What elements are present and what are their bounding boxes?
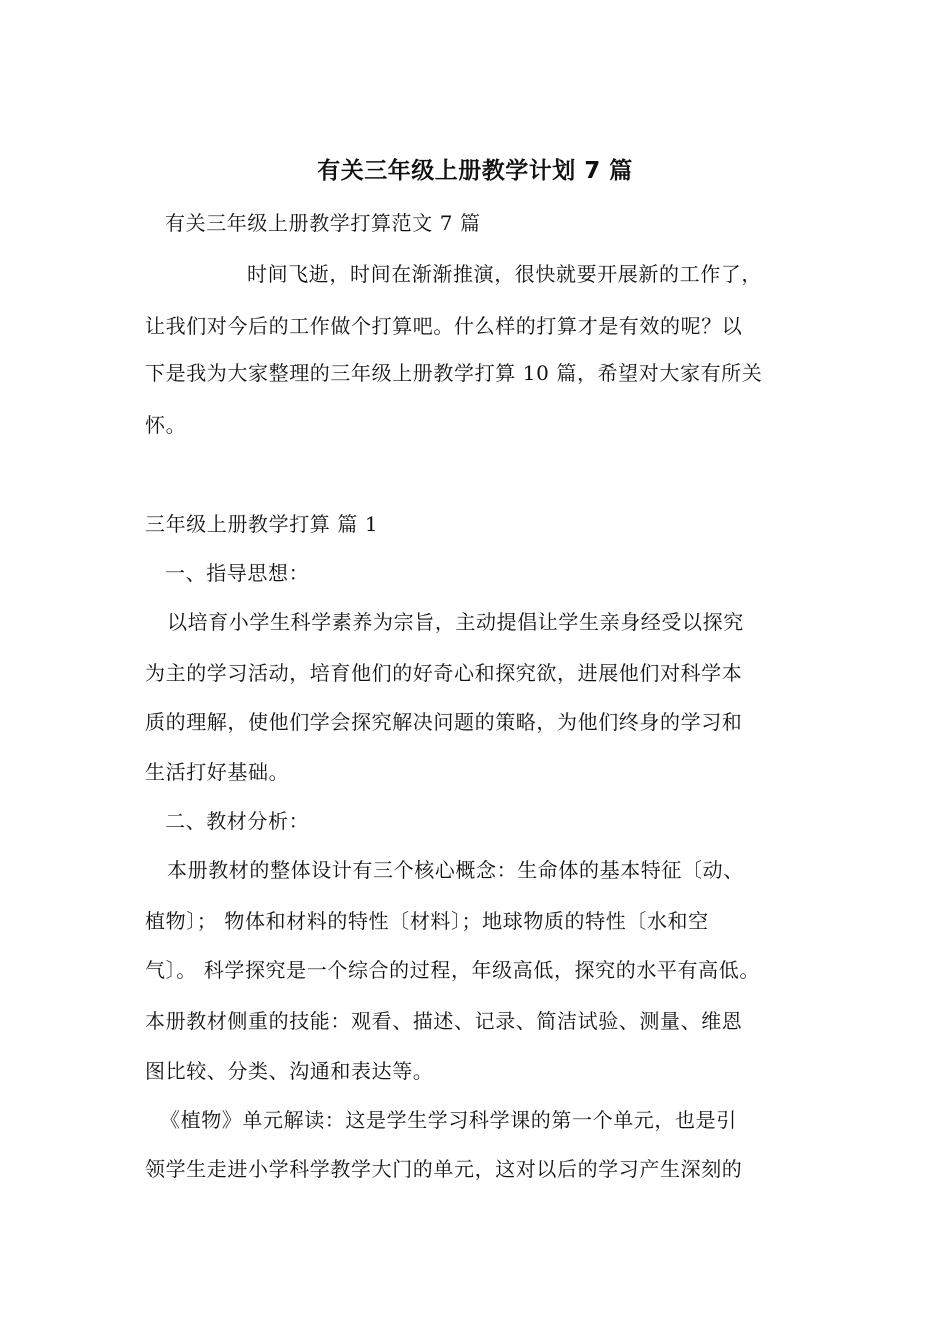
intro-line-2: 让我们对今后的工作做个打算吧。什么样的打算才是有效的呢？以 [145, 314, 743, 338]
intro-line-3: 下是我为大家整理的三年级上册教学打算 10 篇，希望对大家有所关 [145, 361, 763, 385]
unit-line-1: 《植物》单元解读：这是学生学习科学课的第一个单元，也是引 [160, 1108, 737, 1132]
part1-line-2: 为主的学习活动，培育他们的好奇心和探究欲，进展他们对科学本 [145, 661, 743, 685]
part2-line-4: 本册教材侧重的技能：观看、描述、记录、简洁试验、测量、维恩 [145, 1009, 743, 1033]
part2-line-1: 本册教材的整体设计有三个核心概念：生命体的基本特征〔动、 [167, 858, 744, 882]
part1-line-3: 质的理解，使他们学会探究解决问题的策略，为他们终身的学习和 [145, 710, 743, 734]
part1-line-1: 以培育小学生科学素养为宗旨，主动提倡让学生亲身经受以探究 [167, 610, 744, 634]
part2-heading: 二、教材分析： [165, 809, 310, 833]
section-heading: 三年级上册教学打算 篇 1 [145, 512, 379, 536]
document-title: 有关三年级上册教学计划 7 篇 [317, 158, 633, 184]
part2-line-2: 植物〕； 物体和材料的特性〔材料〕；地球物质的特性〔水和空 [145, 909, 709, 933]
document-subtitle: 有关三年级上册教学打算范文 7 篇 [165, 211, 481, 235]
part1-heading: 一、指导思想： [165, 561, 310, 585]
intro-line-1: 时间飞逝，时间在渐渐推演，很快就要开展新的工作了， [247, 262, 762, 286]
unit-line-2: 领学生走进小学科学教学大门的单元，这对以后的学习产生深刻的 [145, 1157, 743, 1181]
part2-line-5: 图比较、分类、沟通和表达等。 [145, 1059, 434, 1083]
intro-line-4: 怀。 [145, 413, 187, 437]
part1-line-4: 生活打好基础。 [145, 760, 290, 784]
part2-line-3: 气〕。 科学探究是一个综合的过程，年级高低，探究的水平有高低。 [145, 958, 760, 982]
